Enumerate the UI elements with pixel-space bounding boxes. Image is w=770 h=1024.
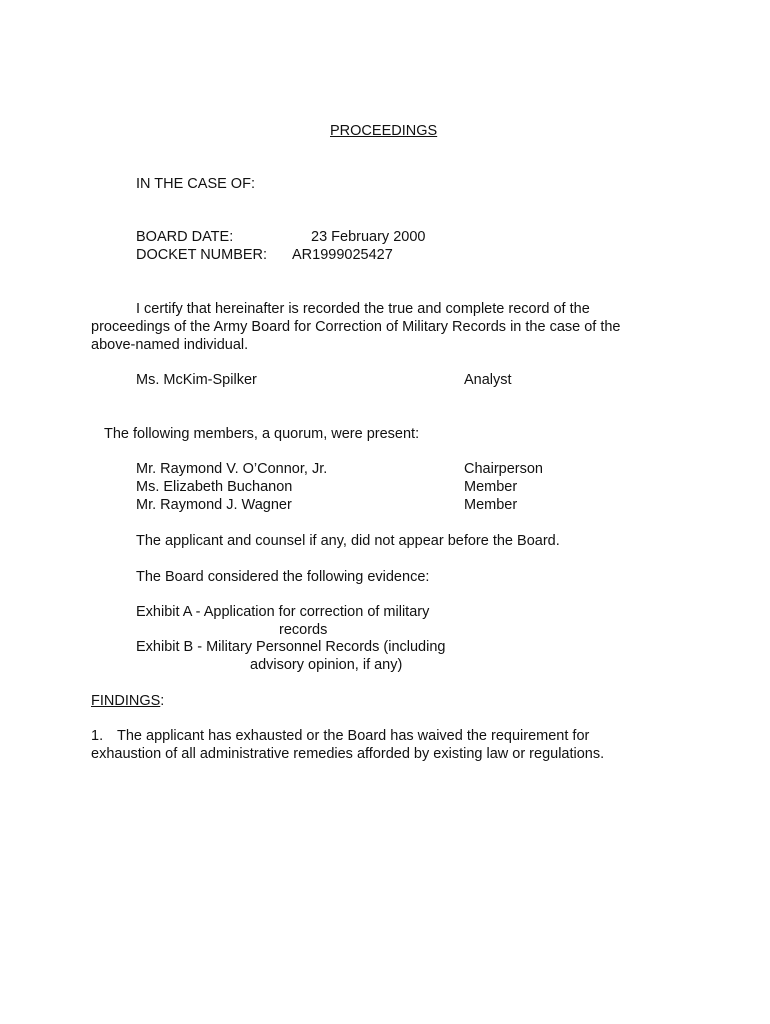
analyst-name: Ms. McKim-Spilker: [136, 372, 257, 388]
member-name: Mr. Raymond J. Wagner: [136, 497, 292, 513]
exhibit-line: Exhibit B - Military Personnel Records (including: [136, 639, 446, 655]
member-name: Ms. Elizabeth Buchanon: [136, 479, 293, 495]
findings-heading-text: FINDINGS: [91, 693, 161, 709]
exhibit-line: Exhibit A - Application for correction of military: [136, 604, 430, 620]
exhibit-line: advisory opinion, if any): [250, 657, 403, 673]
board-date-label: BOARD DATE:: [136, 229, 234, 245]
certification-line: proceedings of the Army Board for Correction of Military Records in the case of the: [91, 319, 621, 335]
member-role: Chairperson: [464, 461, 543, 477]
finding-line: The applicant has exhausted or the Board has waived the requirement for: [117, 728, 590, 744]
member-role: Member: [464, 479, 518, 495]
board-date-value: 23 February 2000: [311, 229, 426, 245]
evidence-statement: The Board considered the following evidence:: [136, 569, 430, 585]
finding-line: exhaustion of all administrative remedies afforded by existing law or regulations.: [91, 746, 605, 762]
findings-heading-suffix: :: [160, 693, 165, 709]
analyst-role: Analyst: [464, 372, 512, 388]
quorum-statement: The following members, a quorum, were present:: [104, 426, 420, 442]
case-of-label: IN THE CASE OF:: [136, 176, 255, 192]
finding-number: 1.: [91, 728, 104, 744]
docket-number-label: DOCKET NUMBER:: [136, 247, 268, 263]
member-name: Mr. Raymond V. O’Connor, Jr.: [136, 461, 328, 477]
page-title: PROCEEDINGS: [330, 123, 438, 139]
exhibit-line: records: [279, 622, 328, 638]
docket-number-value: AR1999025427: [292, 247, 393, 263]
certification-line: I certify that hereinafter is recorded the true and complete record of the: [136, 301, 590, 317]
findings-heading: [91, 692, 164, 710]
appearance-statement: The applicant and counsel if any, did not appear before the Board.: [136, 533, 560, 549]
member-role: Member: [464, 497, 518, 513]
certification-line: above-named individual.: [91, 337, 249, 353]
